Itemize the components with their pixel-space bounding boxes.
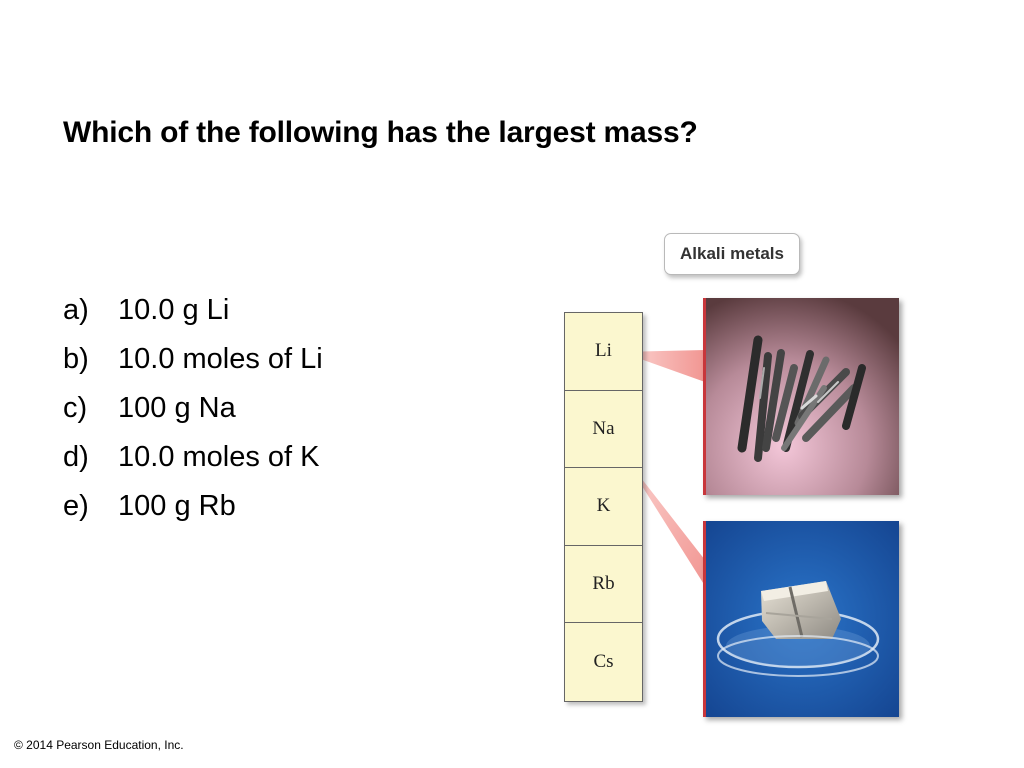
question-title: Which of the following has the largest mass? xyxy=(63,116,698,149)
sodium-photo xyxy=(703,521,899,717)
copyright-footer: © 2014 Pearson Education, Inc. xyxy=(14,738,184,752)
option-text: 100 g Na xyxy=(118,392,236,424)
option-text: 10.0 moles of Li xyxy=(118,343,323,375)
element-cell-k: K xyxy=(565,468,642,546)
option-letter: a) xyxy=(63,294,89,326)
lithium-photo xyxy=(703,298,899,495)
option-a[interactable] xyxy=(63,287,323,336)
alkali-metals-badge: Alkali metals xyxy=(664,233,800,275)
option-letter: b) xyxy=(63,343,89,375)
element-cell-rb: Rb xyxy=(565,546,642,624)
alkali-metals-column xyxy=(564,312,643,702)
option-letter: e) xyxy=(63,490,89,522)
option-letter: d) xyxy=(63,441,89,473)
element-cell-na: Na xyxy=(565,391,642,469)
option-d[interactable] xyxy=(63,434,323,483)
option-text: 100 g Rb xyxy=(118,490,236,522)
answer-options xyxy=(63,287,323,532)
element-cell-cs: Cs xyxy=(593,650,614,672)
option-text: 10.0 g Li xyxy=(118,294,230,326)
option-b[interactable] xyxy=(63,336,323,385)
option-letter: c) xyxy=(63,392,88,424)
option-c[interactable] xyxy=(63,385,323,434)
option-text: 10.0 moles of K xyxy=(118,441,320,473)
option-e[interactable] xyxy=(63,483,323,532)
element-cell-li: Li xyxy=(565,313,642,391)
